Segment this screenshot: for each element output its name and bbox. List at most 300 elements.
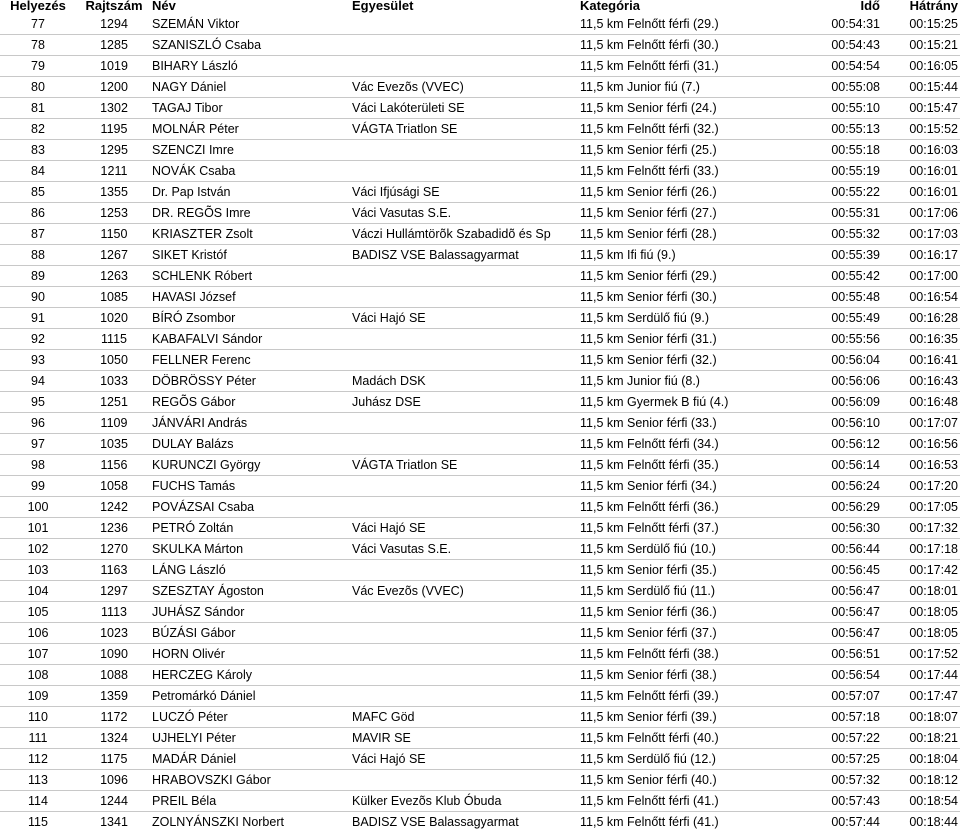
cell-club: Vác Evezõs (VVEC) — [352, 77, 580, 98]
cell-time: 00:56:10 — [808, 413, 892, 434]
cell-category: 11,5 km Serdülő fiú (11.) — [580, 581, 808, 602]
cell-gap: 00:16:43 — [892, 371, 960, 392]
cell-club: BADISZ VSE Balassagyarmat — [352, 245, 580, 266]
cell-gap: 00:17:03 — [892, 224, 960, 245]
cell-rank: 106 — [0, 623, 76, 644]
table-row — [0, 182, 960, 203]
cell-category: 11,5 km Felnőtt férfi (41.) — [580, 812, 808, 832]
cell-time: 00:55:18 — [808, 140, 892, 161]
cell-category: 11,5 km Senior férfi (40.) — [580, 770, 808, 791]
cell-bib: 1195 — [76, 119, 152, 140]
cell-time: 00:55:56 — [808, 329, 892, 350]
table-row — [0, 644, 960, 665]
cell-name: PETRÓ Zoltán — [152, 518, 352, 539]
cell-rank: 94 — [0, 371, 76, 392]
cell-name: DULAY Balázs — [152, 434, 352, 455]
table-row — [0, 224, 960, 245]
cell-category: 11,5 km Felnőtt férfi (39.) — [580, 686, 808, 707]
cell-category: 11,5 km Felnőtt férfi (30.) — [580, 35, 808, 56]
cell-category: 11,5 km Senior férfi (29.) — [580, 266, 808, 287]
cell-rank: 90 — [0, 287, 76, 308]
table-row — [0, 560, 960, 581]
cell-name: HERCZEG Károly — [152, 665, 352, 686]
cell-club: Váci Hajó SE — [352, 308, 580, 329]
cell-bib: 1211 — [76, 161, 152, 182]
cell-time: 00:55:19 — [808, 161, 892, 182]
cell-club — [352, 56, 580, 77]
table-row — [0, 602, 960, 623]
cell-name: POVÁZSAI Csaba — [152, 497, 352, 518]
cell-rank: 101 — [0, 518, 76, 539]
cell-club — [352, 140, 580, 161]
cell-club — [352, 350, 580, 371]
cell-time: 00:54:54 — [808, 56, 892, 77]
cell-gap: 00:18:07 — [892, 707, 960, 728]
cell-time: 00:55:48 — [808, 287, 892, 308]
cell-name: SKULKA Márton — [152, 539, 352, 560]
cell-name: SZANISZLÓ Csaba — [152, 35, 352, 56]
cell-club: Madách DSK — [352, 371, 580, 392]
cell-name: SZESZTAY Ágoston — [152, 581, 352, 602]
cell-gap: 00:15:44 — [892, 77, 960, 98]
cell-gap: 00:15:47 — [892, 98, 960, 119]
cell-rank: 79 — [0, 56, 76, 77]
table-row — [0, 434, 960, 455]
header-gap: Hátrány — [892, 0, 960, 13]
cell-club: VÁGTA Triatlon SE — [352, 455, 580, 476]
table-row — [0, 371, 960, 392]
cell-time: 00:54:43 — [808, 35, 892, 56]
cell-name: DÖBRÖSSY Péter — [152, 371, 352, 392]
cell-gap: 00:17:52 — [892, 644, 960, 665]
cell-gap: 00:16:28 — [892, 308, 960, 329]
cell-gap: 00:16:17 — [892, 245, 960, 266]
cell-gap: 00:17:18 — [892, 539, 960, 560]
cell-time: 00:56:09 — [808, 392, 892, 413]
cell-gap: 00:17:20 — [892, 476, 960, 497]
cell-bib: 1251 — [76, 392, 152, 413]
cell-gap: 00:18:12 — [892, 770, 960, 791]
cell-gap: 00:15:21 — [892, 35, 960, 56]
cell-gap: 00:17:47 — [892, 686, 960, 707]
cell-name: LUCZÓ Péter — [152, 707, 352, 728]
cell-bib: 1023 — [76, 623, 152, 644]
cell-bib: 1019 — [76, 56, 152, 77]
cell-name: BÍRÓ Zsombor — [152, 308, 352, 329]
cell-category: 11,5 km Senior férfi (35.) — [580, 560, 808, 581]
table-row — [0, 56, 960, 77]
table-row — [0, 161, 960, 182]
cell-gap: 00:18:05 — [892, 602, 960, 623]
cell-bib: 1270 — [76, 539, 152, 560]
cell-gap: 00:18:05 — [892, 623, 960, 644]
cell-category: 11,5 km Senior férfi (39.) — [580, 707, 808, 728]
cell-rank: 78 — [0, 35, 76, 56]
cell-club: Váci Vasutas S.E. — [352, 203, 580, 224]
cell-category: 11,5 km Senior férfi (27.) — [580, 203, 808, 224]
cell-time: 00:57:43 — [808, 791, 892, 812]
table-row — [0, 35, 960, 56]
cell-club: Juhász DSE — [352, 392, 580, 413]
cell-gap: 00:15:25 — [892, 14, 960, 35]
cell-club: Váczi Hullámtörõk Szabadidõ és Sp — [352, 224, 580, 245]
cell-rank: 88 — [0, 245, 76, 266]
cell-bib: 1020 — [76, 308, 152, 329]
cell-time: 00:57:25 — [808, 749, 892, 770]
cell-gap: 00:18:01 — [892, 581, 960, 602]
cell-rank: 95 — [0, 392, 76, 413]
cell-rank: 115 — [0, 812, 76, 832]
cell-gap: 00:16:01 — [892, 182, 960, 203]
cell-category: 11,5 km Junior fiú (7.) — [580, 77, 808, 98]
cell-gap: 00:16:05 — [892, 56, 960, 77]
cell-bib: 1156 — [76, 455, 152, 476]
cell-time: 00:56:45 — [808, 560, 892, 581]
cell-name: REGÕS Gábor — [152, 392, 352, 413]
header-bib: Rajtszám — [76, 0, 152, 13]
table-row — [0, 497, 960, 518]
cell-gap: 00:18:54 — [892, 791, 960, 812]
cell-category: 11,5 km Senior férfi (32.) — [580, 350, 808, 371]
cell-category: 11,5 km Senior férfi (26.) — [580, 182, 808, 203]
cell-rank: 87 — [0, 224, 76, 245]
cell-name: HORN Olivér — [152, 644, 352, 665]
cell-gap: 00:17:07 — [892, 413, 960, 434]
cell-bib: 1109 — [76, 413, 152, 434]
cell-bib: 1172 — [76, 707, 152, 728]
cell-gap: 00:16:41 — [892, 350, 960, 371]
cell-gap: 00:16:56 — [892, 434, 960, 455]
header-row — [0, 0, 960, 14]
cell-gap: 00:18:04 — [892, 749, 960, 770]
cell-rank: 113 — [0, 770, 76, 791]
cell-time: 00:56:47 — [808, 623, 892, 644]
cell-rank: 80 — [0, 77, 76, 98]
cell-time: 00:56:47 — [808, 602, 892, 623]
cell-name: KRIASZTER Zsolt — [152, 224, 352, 245]
cell-name: SIKET Kristóf — [152, 245, 352, 266]
table-row — [0, 455, 960, 476]
cell-bib: 1175 — [76, 749, 152, 770]
cell-category: 11,5 km Felnőtt férfi (29.) — [580, 14, 808, 35]
cell-rank: 89 — [0, 266, 76, 287]
cell-rank: 91 — [0, 308, 76, 329]
cell-time: 00:56:30 — [808, 518, 892, 539]
cell-bib: 1150 — [76, 224, 152, 245]
cell-category: 11,5 km Senior férfi (37.) — [580, 623, 808, 644]
cell-name: UJHELYI Péter — [152, 728, 352, 749]
cell-bib: 1163 — [76, 560, 152, 581]
cell-club — [352, 413, 580, 434]
cell-rank: 83 — [0, 140, 76, 161]
cell-club — [352, 644, 580, 665]
cell-name: Petromárkó Dániel — [152, 686, 352, 707]
table-row — [0, 308, 960, 329]
cell-rank: 108 — [0, 665, 76, 686]
cell-category: 11,5 km Senior férfi (31.) — [580, 329, 808, 350]
table-row — [0, 707, 960, 728]
table-row — [0, 476, 960, 497]
cell-category: 11,5 km Felnőtt férfi (37.) — [580, 518, 808, 539]
cell-time: 00:55:10 — [808, 98, 892, 119]
cell-category: 11,5 km Felnőtt férfi (33.) — [580, 161, 808, 182]
table-row — [0, 581, 960, 602]
cell-rank: 107 — [0, 644, 76, 665]
cell-name: MADÁR Dániel — [152, 749, 352, 770]
header-rank: Helyezés — [0, 0, 76, 13]
cell-club — [352, 161, 580, 182]
cell-time: 00:55:22 — [808, 182, 892, 203]
cell-category: 11,5 km Felnőtt férfi (36.) — [580, 497, 808, 518]
table-row — [0, 665, 960, 686]
cell-rank: 110 — [0, 707, 76, 728]
cell-bib: 1263 — [76, 266, 152, 287]
cell-name: BÚZÁSI Gábor — [152, 623, 352, 644]
cell-gap: 00:16:48 — [892, 392, 960, 413]
table-row — [0, 728, 960, 749]
table-row — [0, 140, 960, 161]
cell-time: 00:55:39 — [808, 245, 892, 266]
cell-time: 00:54:31 — [808, 14, 892, 35]
cell-club: VÁGTA Triatlon SE — [352, 119, 580, 140]
cell-name: BIHARY László — [152, 56, 352, 77]
cell-club: Váci Ifjúsági SE — [352, 182, 580, 203]
header-time: Idő — [808, 0, 892, 13]
cell-rank: 109 — [0, 686, 76, 707]
cell-name: KABAFALVI Sándor — [152, 329, 352, 350]
cell-time: 00:55:49 — [808, 308, 892, 329]
cell-bib: 1324 — [76, 728, 152, 749]
cell-time: 00:55:42 — [808, 266, 892, 287]
table-row — [0, 203, 960, 224]
cell-time: 00:56:14 — [808, 455, 892, 476]
cell-bib: 1058 — [76, 476, 152, 497]
table-row — [0, 350, 960, 371]
cell-bib: 1302 — [76, 98, 152, 119]
cell-category: 11,5 km Felnőtt férfi (35.) — [580, 455, 808, 476]
cell-club — [352, 14, 580, 35]
table-row — [0, 392, 960, 413]
cell-time: 00:56:44 — [808, 539, 892, 560]
cell-bib: 1035 — [76, 434, 152, 455]
cell-category: 11,5 km Felnőtt férfi (40.) — [580, 728, 808, 749]
cell-rank: 85 — [0, 182, 76, 203]
cell-bib: 1295 — [76, 140, 152, 161]
cell-bib: 1113 — [76, 602, 152, 623]
cell-gap: 00:17:32 — [892, 518, 960, 539]
cell-bib: 1294 — [76, 14, 152, 35]
cell-rank: 86 — [0, 203, 76, 224]
cell-time: 00:56:12 — [808, 434, 892, 455]
cell-category: 11,5 km Senior férfi (25.) — [580, 140, 808, 161]
cell-time: 00:56:47 — [808, 581, 892, 602]
cell-time: 00:55:32 — [808, 224, 892, 245]
cell-category: 11,5 km Felnőtt férfi (41.) — [580, 791, 808, 812]
cell-bib: 1285 — [76, 35, 152, 56]
cell-category: 11,5 km Senior férfi (38.) — [580, 665, 808, 686]
cell-club: Váci Hajó SE — [352, 749, 580, 770]
cell-category: 11,5 km Serdülő fiú (12.) — [580, 749, 808, 770]
cell-time: 00:55:08 — [808, 77, 892, 98]
cell-rank: 77 — [0, 14, 76, 35]
cell-category: 11,5 km Senior férfi (34.) — [580, 476, 808, 497]
cell-name: TAGAJ Tibor — [152, 98, 352, 119]
cell-club: BADISZ VSE Balassagyarmat — [352, 812, 580, 832]
cell-category: 11,5 km Senior férfi (36.) — [580, 602, 808, 623]
table-row — [0, 329, 960, 350]
cell-name: HRABOVSZKI Gábor — [152, 770, 352, 791]
cell-category: 11,5 km Gyermek B fiú (4.) — [580, 392, 808, 413]
table-row — [0, 266, 960, 287]
cell-bib: 1115 — [76, 329, 152, 350]
table-row — [0, 812, 960, 832]
table-row — [0, 119, 960, 140]
cell-category: 11,5 km Serdülő fiú (10.) — [580, 539, 808, 560]
cell-name: Dr. Pap István — [152, 182, 352, 203]
cell-gap: 00:15:52 — [892, 119, 960, 140]
cell-club — [352, 770, 580, 791]
table-row — [0, 770, 960, 791]
cell-time: 00:57:44 — [808, 812, 892, 832]
cell-rank: 99 — [0, 476, 76, 497]
table-row — [0, 14, 960, 35]
table-row — [0, 686, 960, 707]
cell-time: 00:56:29 — [808, 497, 892, 518]
cell-rank: 96 — [0, 413, 76, 434]
cell-rank: 112 — [0, 749, 76, 770]
cell-name: JUHÁSZ Sándor — [152, 602, 352, 623]
cell-name: SZENCZI Imre — [152, 140, 352, 161]
cell-rank: 111 — [0, 728, 76, 749]
cell-rank: 82 — [0, 119, 76, 140]
cell-name: KURUNCZI György — [152, 455, 352, 476]
cell-category: 11,5 km Serdülő fiú (9.) — [580, 308, 808, 329]
table-row — [0, 749, 960, 770]
cell-name: JÁNVÁRI András — [152, 413, 352, 434]
cell-gap: 00:16:03 — [892, 140, 960, 161]
cell-name: LÁNG László — [152, 560, 352, 581]
cell-name: PREIL Béla — [152, 791, 352, 812]
cell-gap: 00:17:00 — [892, 266, 960, 287]
cell-club: Váci Hajó SE — [352, 518, 580, 539]
cell-time: 00:57:07 — [808, 686, 892, 707]
cell-name: FELLNER Ferenc — [152, 350, 352, 371]
cell-club — [352, 623, 580, 644]
cell-club — [352, 497, 580, 518]
cell-rank: 114 — [0, 791, 76, 812]
cell-rank: 93 — [0, 350, 76, 371]
cell-bib: 1033 — [76, 371, 152, 392]
results-body — [0, 14, 960, 832]
cell-rank: 92 — [0, 329, 76, 350]
cell-name: DR. REGÕS Imre — [152, 203, 352, 224]
cell-bib: 1267 — [76, 245, 152, 266]
cell-gap: 00:18:44 — [892, 812, 960, 832]
header-category: Kategória — [580, 0, 808, 13]
cell-name: NOVÁK Csaba — [152, 161, 352, 182]
cell-bib: 1200 — [76, 77, 152, 98]
table-row — [0, 77, 960, 98]
cell-time: 00:56:54 — [808, 665, 892, 686]
cell-category: 11,5 km Senior férfi (28.) — [580, 224, 808, 245]
cell-name: NAGY Dániel — [152, 77, 352, 98]
cell-bib: 1088 — [76, 665, 152, 686]
cell-time: 00:55:13 — [808, 119, 892, 140]
cell-time: 00:55:31 — [808, 203, 892, 224]
cell-rank: 98 — [0, 455, 76, 476]
cell-category: 11,5 km Felnőtt férfi (31.) — [580, 56, 808, 77]
cell-club: Külker Evezõs Klub Óbuda — [352, 791, 580, 812]
cell-bib: 1355 — [76, 182, 152, 203]
table-row — [0, 98, 960, 119]
cell-rank: 97 — [0, 434, 76, 455]
cell-name: FUCHS Tamás — [152, 476, 352, 497]
cell-bib: 1085 — [76, 287, 152, 308]
cell-rank: 104 — [0, 581, 76, 602]
table-row — [0, 623, 960, 644]
cell-bib: 1359 — [76, 686, 152, 707]
cell-category: 11,5 km Felnőtt férfi (32.) — [580, 119, 808, 140]
cell-club: MAVIR SE — [352, 728, 580, 749]
cell-club — [352, 329, 580, 350]
cell-club — [352, 686, 580, 707]
cell-category: 11,5 km Felnőtt férfi (34.) — [580, 434, 808, 455]
cell-bib: 1242 — [76, 497, 152, 518]
cell-time: 00:57:32 — [808, 770, 892, 791]
cell-category: 11,5 km Felnőtt férfi (38.) — [580, 644, 808, 665]
cell-rank: 81 — [0, 98, 76, 119]
header-name: Név — [152, 0, 352, 13]
cell-gap: 00:17:05 — [892, 497, 960, 518]
cell-category: 11,5 km Ifi fiú (9.) — [580, 245, 808, 266]
table-row — [0, 539, 960, 560]
cell-gap: 00:17:44 — [892, 665, 960, 686]
cell-name: MOLNÁR Péter — [152, 119, 352, 140]
cell-club: Váci Lakóterületi SE — [352, 98, 580, 119]
cell-rank: 105 — [0, 602, 76, 623]
cell-bib: 1244 — [76, 791, 152, 812]
cell-bib: 1236 — [76, 518, 152, 539]
cell-bib: 1096 — [76, 770, 152, 791]
cell-bib: 1341 — [76, 812, 152, 832]
cell-time: 00:57:18 — [808, 707, 892, 728]
cell-category: 11,5 km Junior fiú (8.) — [580, 371, 808, 392]
header-club: Egyesület — [352, 0, 580, 13]
cell-rank: 84 — [0, 161, 76, 182]
cell-gap: 00:17:06 — [892, 203, 960, 224]
cell-club — [352, 434, 580, 455]
cell-gap: 00:17:42 — [892, 560, 960, 581]
cell-gap: 00:18:21 — [892, 728, 960, 749]
cell-club: MAFC Göd — [352, 707, 580, 728]
cell-gap: 00:16:35 — [892, 329, 960, 350]
cell-club — [352, 35, 580, 56]
cell-bib: 1297 — [76, 581, 152, 602]
table-row — [0, 413, 960, 434]
cell-club: Vác Evezõs (VVEC) — [352, 581, 580, 602]
cell-category: 11,5 km Senior férfi (33.) — [580, 413, 808, 434]
cell-category: 11,5 km Senior férfi (30.) — [580, 287, 808, 308]
cell-rank: 100 — [0, 497, 76, 518]
cell-rank: 103 — [0, 560, 76, 581]
cell-gap: 00:16:54 — [892, 287, 960, 308]
cell-time: 00:56:24 — [808, 476, 892, 497]
cell-time: 00:57:22 — [808, 728, 892, 749]
cell-gap: 00:16:53 — [892, 455, 960, 476]
cell-name: SCHLENK Róbert — [152, 266, 352, 287]
cell-club — [352, 287, 580, 308]
cell-club — [352, 560, 580, 581]
